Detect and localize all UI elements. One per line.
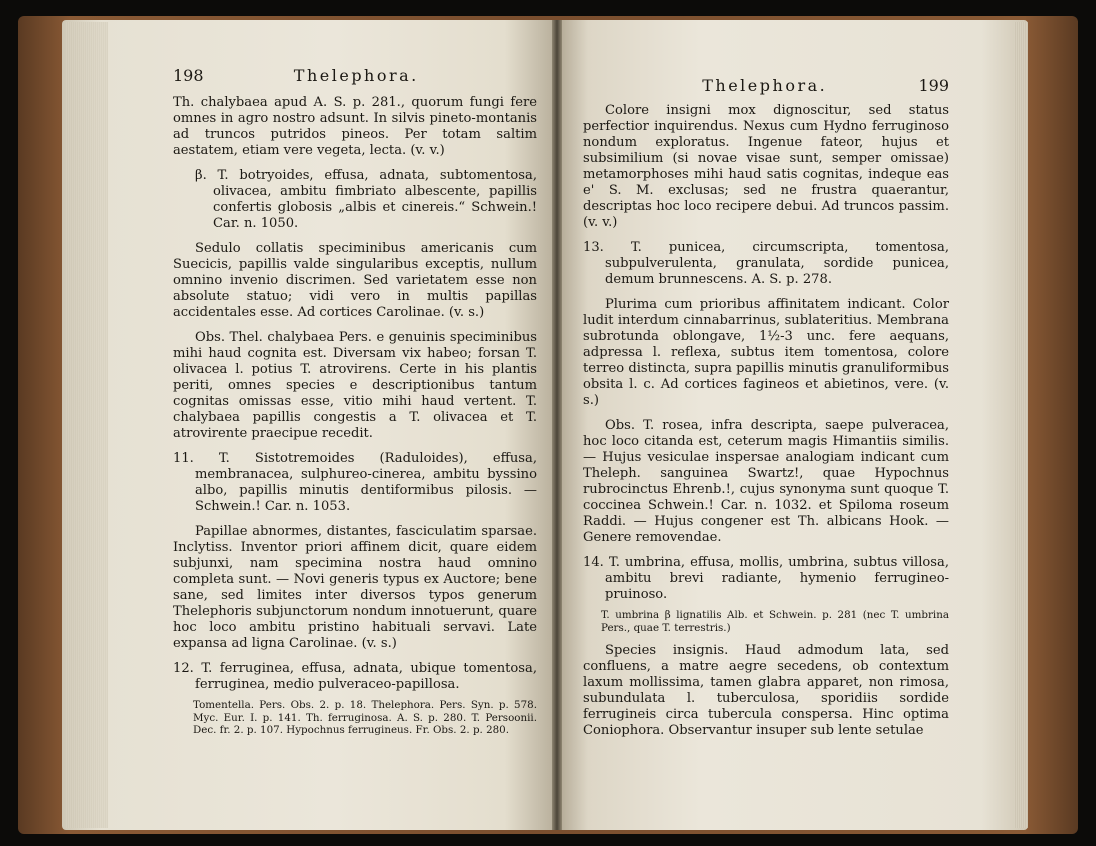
right-page-edges xyxy=(1014,22,1028,828)
running-head: Thelephora. xyxy=(702,76,828,95)
paragraph: Obs. T. rosea, infra descripta, saepe pulveracea, hoc loco citanda est, ceterum magis Himantiis similis. — Hujus vesiculae inspersae analogiam indicant cum Theleph. sanguinea Swartz!, quae Hypochnus rubrocinctus Ehrenb.!, cujus synonyma sunt quoque T. coccinea Schwein.! Car. n. 1032. et Spiloma roseum Raddi. — Hujus congener est Th. albicans Hook. — Genere removendae. xyxy=(583,418,949,545)
paragraph: Sedulo collatis speciminibus americanis cum Suecicis, papillis valde singularibus exceptis, nullum omnino invenio discrimen. Sed varietatem esse non absolute statuo; vidi vero in multis papillas accidentales esse. Ad cortices Carolinae. (v. s.) xyxy=(173,241,537,320)
page-number: 199 xyxy=(918,76,949,95)
paragraph: Species insignis. Haud admodum lata, sed confluens, a matre aegre secedens, ob contextum laxum mollissima, tamen glabra apparet, non rimosa, subundulata l. tuberculosa, sporidiis sordide ferrugineis circa tubercula conspersa. Hinc optima Coniophora. Observantur insuper sub lente setulae xyxy=(583,643,949,738)
synonym-note: Tomentella. Pers. Obs. 2. p. 18. Thelephora. Pers. Syn. p. 578. Myc. Eur. I. p. 141. Th. ferruginosa. A. S. p. 280. T. Persoonii. Dec. fr. 2. p. 107. Hypochnus ferrugineus. Fr. Obs. 2. p. 280. xyxy=(193,699,537,736)
paragraph: Obs. Thel. chalybaea Pers. e genuinis speciminibus mihi haud cognita est. Diversam vix habeo; forsan T. olivacea l. potius T. atrovirens. Certe in his plantis periti, omnes species e descriptionibus tantum cognitas omissas esse, vitio mihi haud vertent. T. chalybaea papillis congestis a T. olivacea et T. atrovirente praecipue recedit. xyxy=(173,330,537,441)
paragraph: Th. chalybaea apud A. S. p. 281., quorum fungi fere omnes in agro nostro adsunt. In silvis pineto-montanis ad truncos putridos pineos. Per totam saltim aestatem, etiam vere vegeta, lecta. (v. v.) xyxy=(173,95,537,158)
book-gutter xyxy=(552,20,562,830)
running-head: Thelephora. xyxy=(293,66,419,85)
left-page-header xyxy=(173,66,537,85)
species-entry: 13. T. punicea, circumscripta, tomentosa, subpulverulenta, granulata, sordide punicea, demum brunnescens. A. S. p. 278. xyxy=(583,240,949,287)
paragraph: Plurima cum prioribus affinitatem indicant. Color ludit interdum cinnabarrinus, sublateritius. Membrana subrotunda oblongave, 1½-3 unc. fere aequans, adpressa l. reflexa, subtus item tomentosa, colore terreo distincta, supra papillis minutis granuliformibus obsita l. c. Ad cortices fagineos et abietinos, vere. (v. s.) xyxy=(583,297,949,408)
page-number: 198 xyxy=(173,66,204,85)
paragraph: Colore insigni mox dignoscitur, sed status perfectior inquirendus. Nexus cum Hydno ferruginoso nondum exploratus. Ingenue fateor, hujus et subsimilium (si novae visae sunt, semper omissae) metamorphoses mihi haud satis cognitas, indeque eas e' S. M. exclusas; sed ne frustra quaerantur, descriptas hoc loco recipere debui. Ad truncos passim. (v. v.) xyxy=(583,103,949,230)
paragraph: β. T. botryoides, effusa, adnata, subtomentosa, olivacea, ambitu fimbriato albescente, papillis confertis globosis „albis et cinereis.“ Schwein.! Car. n. 1050. xyxy=(195,168,537,231)
synonym-note: T. umbrina β lignatilis Alb. et Schwein. p. 281 (nec T. umbrina Pers., quae T. terrestris.) xyxy=(601,609,949,634)
species-entry: 11. T. Sistotremoides (Raduloides), effusa, membranacea, sulphureo-cinerea, ambitu byssino albo, papillis minutis dentiformibus pilosis. — Schwein.! Car. n. 1053. xyxy=(173,451,537,514)
left-page-text xyxy=(173,66,537,737)
species-entry: 14. T. umbrina, effusa, mollis, umbrina, subtus villosa, ambitu brevi radiante, hymenio ferrugineo-pruinoso. xyxy=(583,555,949,602)
species-entry: 12. T. ferruginea, effusa, adnata, ubique tomentosa, ferruginea, medio pulveraceo-papillosa. xyxy=(173,661,537,692)
right-page-text xyxy=(583,76,949,739)
paragraph: Papillae abnormes, distantes, fasciculatim sparsae. Inclytiss. Inventor priori affinem dicit, quare eidem subjunxi, nam specimina nostra haud omnino completa sunt. — Novi generis typus ex Auctore; bene sane, sed limites inter diversos typos generum Thelephoris subjunctorum nondum innotuerunt, quare hoc loco ambitu pristino habituali servavi. Late expansa ad ligna Carolinae. (v. s.) xyxy=(173,524,537,651)
left-page-edges xyxy=(66,22,108,828)
right-page-header xyxy=(583,76,949,95)
